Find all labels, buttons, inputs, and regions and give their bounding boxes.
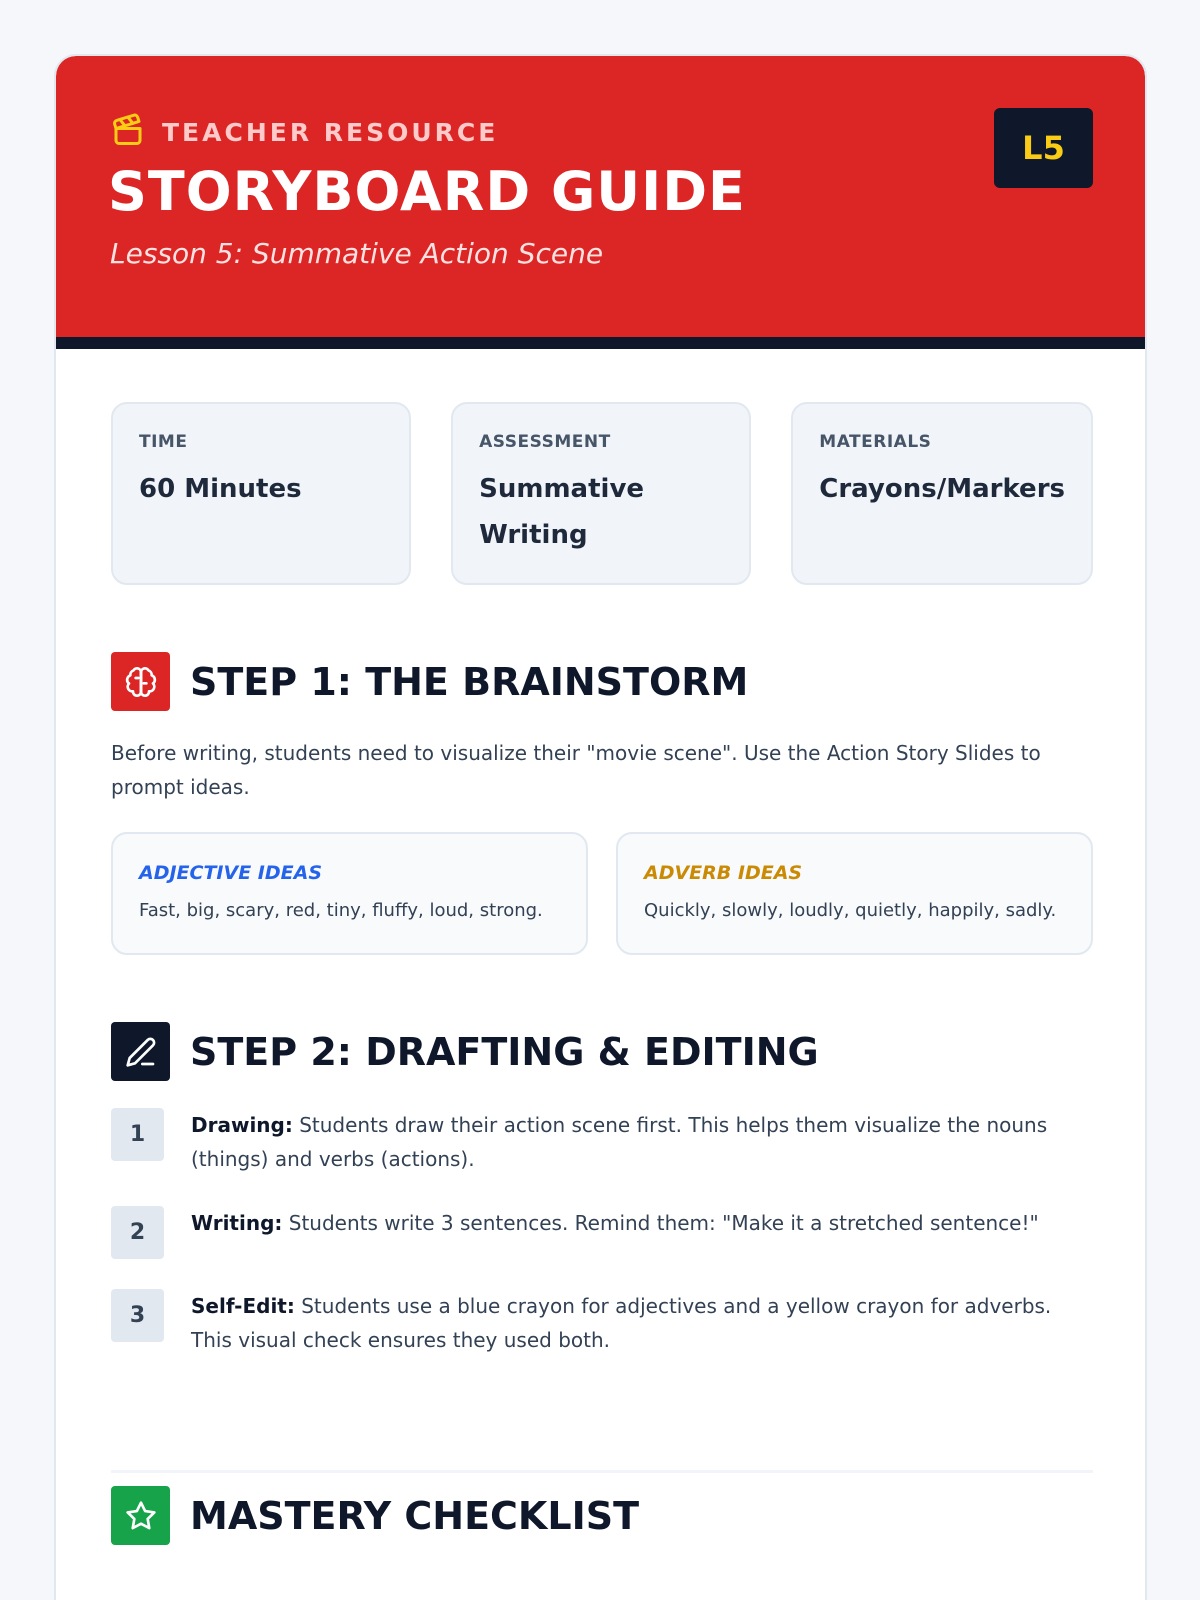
adjective-ideas-card	[111, 832, 588, 955]
page-title: STORYBOARD GUIDE	[108, 160, 746, 223]
clapperboard-icon	[110, 112, 162, 152]
step-term: Writing:	[191, 1211, 283, 1235]
step-number: 1	[111, 1108, 164, 1161]
guide-card	[54, 54, 1147, 1600]
step1-intro: Before writing, students need to visualize their "movie scene". Use the Action Story Slides to prompt ideas.	[111, 741, 1041, 799]
stat-label: MATERIALS	[819, 432, 932, 452]
eyebrow-text: TEACHER RESOURCE	[162, 117, 499, 147]
section-title: STEP 2: DRAFTING & EDITING	[190, 1029, 819, 1074]
section-divider	[111, 1470, 1093, 1473]
adverb-ideas-card	[616, 832, 1093, 955]
stat-value: Crayons/Markers	[819, 474, 1065, 504]
header-banner	[56, 56, 1145, 349]
step2-list	[111, 1108, 1093, 1387]
stat-time	[111, 402, 411, 585]
idea-text: Fast, big, scary, red, tiny, fluffy, loud, strong.	[139, 900, 543, 921]
ideas-row	[111, 832, 1093, 955]
idea-text: Quickly, slowly, loudly, quietly, happily, sadly.	[644, 900, 1057, 921]
lesson-badge: L5	[994, 108, 1093, 188]
stat-materials	[791, 402, 1093, 585]
stats-row	[111, 402, 1093, 585]
step-description: Students draw their action scene first. This helps them visualize the nouns (things) and verbs (actions).	[191, 1113, 1048, 1171]
idea-label: ADJECTIVE IDEAS	[139, 862, 323, 884]
stat-value: 60 Minutes	[139, 474, 302, 504]
step-number: 3	[111, 1289, 164, 1342]
step-term: Self-Edit:	[191, 1294, 295, 1318]
step-text	[191, 1289, 1093, 1357]
step-description: Students write 3 sentences. Remind them: "Make it a stretched sentence!"	[282, 1211, 1039, 1235]
eyebrow	[110, 112, 498, 152]
list-item	[111, 1108, 1093, 1176]
stat-value: Summative Writing	[479, 474, 645, 550]
brain-icon	[111, 652, 170, 711]
step-description: Students use a blue crayon for adjectives and a yellow crayon for adverbs. This visual check ensures they used both.	[191, 1294, 1052, 1352]
step-term: Drawing:	[191, 1113, 293, 1137]
pencil-icon	[111, 1022, 170, 1081]
stat-assessment	[451, 402, 751, 585]
stat-label: ASSESSMENT	[479, 432, 611, 452]
list-item	[111, 1206, 1093, 1259]
step-text	[191, 1206, 1039, 1240]
checklist-heading	[111, 1486, 639, 1545]
idea-label: ADVERB IDEAS	[644, 862, 803, 884]
step-text	[191, 1108, 1093, 1176]
step-number: 2	[111, 1206, 164, 1259]
star-icon	[111, 1486, 170, 1545]
page-subtitle: Lesson 5: Summative Action Scene	[110, 237, 604, 270]
section-title: MASTERY CHECKLIST	[190, 1493, 640, 1538]
stat-label: TIME	[139, 432, 188, 452]
list-item	[111, 1289, 1093, 1357]
step1-heading	[111, 652, 748, 711]
step2-heading	[111, 1022, 819, 1081]
section-title: STEP 1: THE BRAINSTORM	[190, 659, 749, 704]
